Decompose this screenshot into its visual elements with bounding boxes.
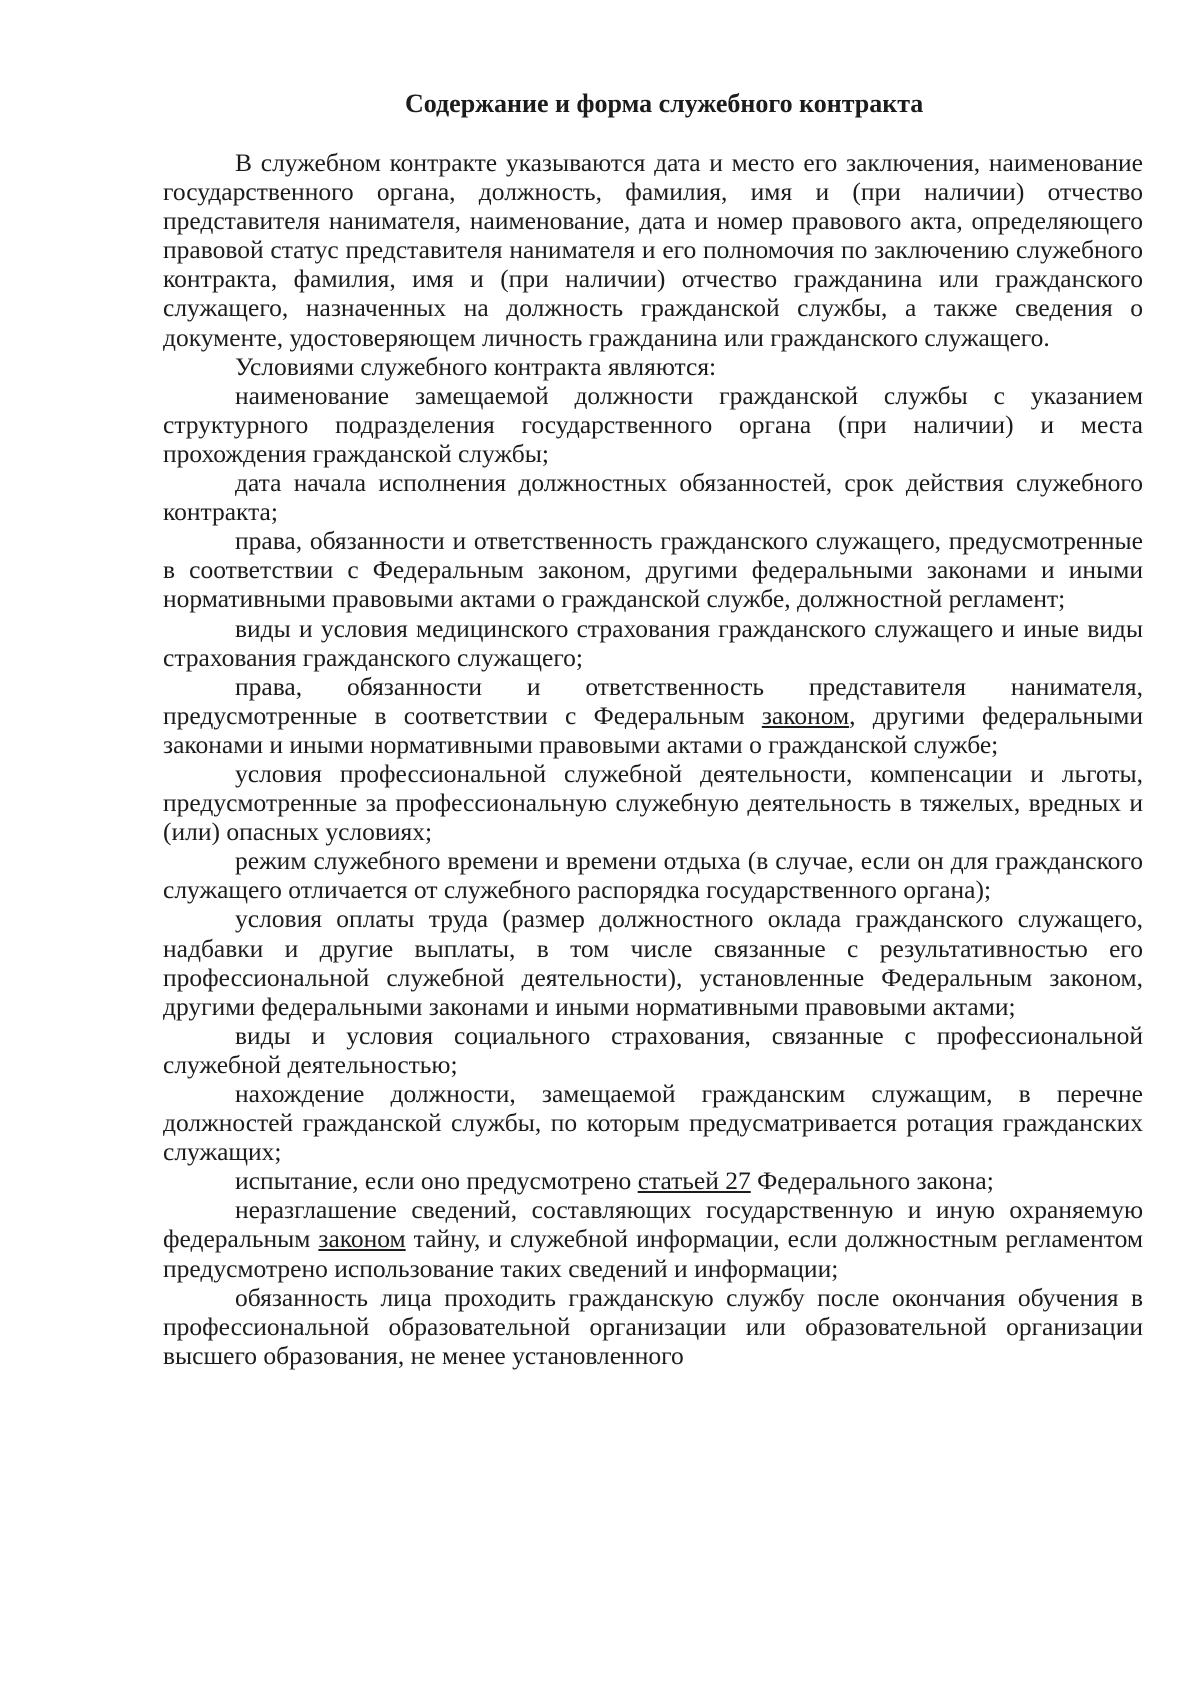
paragraph-text: Федерального закона; (750, 1166, 994, 1196)
paragraph-nondisclosure (163, 1195, 1143, 1282)
paragraph-social-insurance: виды и условия социального страхования, связанные с профессиональной служебной деятельностью; (163, 1020, 1143, 1079)
paragraph-start-date: дата начала исполнения должностных обязанностей, срок действия служебного контракта; (163, 468, 1143, 527)
paragraph-remuneration: условия оплаты труда (размер должностного оклада гражданского служащего, надбавки и другие выплаты, в том числе связанные с результативностью его профессиональной служебной деятельности), установленные Федеральным законом, другими федеральными законами и иными нормативными правовыми актами; (163, 904, 1143, 1021)
paragraph-text: права, обязанности и ответственность представителя нанимателя, предусмотренные в соответствии с Федеральным (163, 671, 1143, 730)
paragraph-servant-rights: права, обязанности и ответственность гражданского служащего, предусмотренные в соответствии с Федеральным законом, другими федеральными законами и иными нормативными правовыми актами о гражданской службе, должностной регламент; (163, 526, 1143, 614)
paragraph-position-name: наименование замещаемой должности гражданской службы с указанием структурного подразделения государственного органа (при наличии) и места прохождения гражданской службы; (163, 380, 1143, 468)
paragraph-probation (163, 1166, 1143, 1195)
paragraph-text: , другими федеральными законами и иными нормативными правовыми актами о гражданской службе; (163, 700, 1143, 759)
article-27-link[interactable]: статьей 27 (637, 1166, 751, 1196)
paragraph-employer-rights (163, 672, 1143, 759)
paragraph-text: тайну, и служебной информации, если должностным регламентом предусмотрено использование таких сведений и информации; (163, 1224, 1143, 1283)
paragraph-conditions-intro: Условиями служебного контракта являются: (235, 351, 717, 381)
document-title: Содержание и форма служебного контракта (405, 89, 924, 118)
paragraph-contract-contents: В служебном контракте указываются дата и место его заключения, наименование государственного органа, должность, фамилия, имя и (при наличии) отчество представителя нанимателя, наименование, дата и номер правового акта, определяющего правовой статус представителя нанимателя и его полномочия по заключению служебного контракта, фамилия, имя и (при наличии) отчество гражданина или гражданского служащего, назначенных на должность гражданской службы, а также сведения о документе, удостоверяющем личность гражданина или гражданского служащего. (163, 148, 1143, 352)
paragraph-medical-insurance: виды и условия медицинского страхования гражданского служащего и иные виды страхования гражданского служащего; (163, 613, 1143, 672)
paragraph-service-after-training: обязанность лица проходить гражданскую службу после окончания обучения в профессиональной образовательной организации или образовательной организации высшего образования, не менее установленного (163, 1282, 1143, 1370)
document-body (163, 148, 1143, 1370)
law-link[interactable]: законом (318, 1224, 406, 1254)
paragraph-working-conditions: условия профессиональной служебной деятельности, компенсации и льготы, предусмотренные за профессиональную служебную деятельность в тяжелых, вредных и (или) опасных условиях; (163, 758, 1143, 847)
paragraph-text: испытание, если оно предусмотрено (235, 1166, 638, 1196)
paragraph-rotation: нахождение должности, замещаемой гражданским служащим, в перечне должностей гражданской службы, по которым предусматривается ротация гражданских служащих; (163, 1079, 1143, 1167)
paragraph-work-schedule: режим служебного времени и времени отдыха (в случае, если он для гражданского служащего отличается от служебного распорядка государственного органа); (163, 846, 1143, 905)
paragraph-text: неразглашение сведений, составляющих государственную и иную охраняемую федеральным (163, 1195, 1143, 1254)
law-link[interactable]: законом (761, 700, 850, 730)
